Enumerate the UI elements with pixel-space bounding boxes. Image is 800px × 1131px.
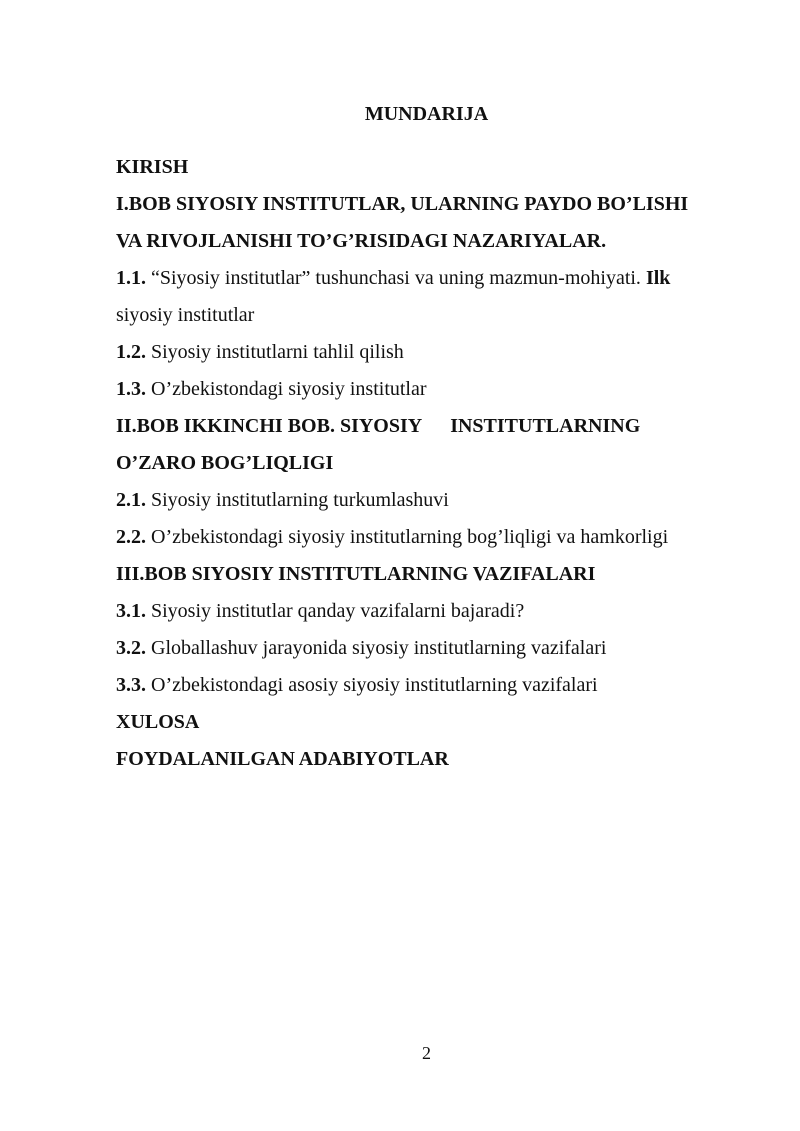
section-title: Globallashuv jarayonida siyosiy institutlarning vazifalari — [146, 637, 607, 659]
section-number: 2.2. — [116, 526, 146, 548]
section-number: 1.2. — [116, 341, 146, 363]
toc-chapter-2-line-1 — [116, 408, 736, 445]
toc-section-1-1-continued: siyosiy institutlar — [116, 304, 255, 326]
section-title: O’zbekistondagi siyosiy institutlarning bog’liqligi va hamkorligi — [146, 526, 669, 548]
toc-chapter-1-line-1: I.BOB SIYOSIY INSTITUTLAR, ULARNING PAYDO BO’LISHI — [116, 193, 689, 215]
chapter-2-title-part-a: II.BOB IKKINCHI BOB. SIYOSIY — [116, 415, 423, 437]
page-number: 2 — [422, 1043, 431, 1063]
section-number: 1.3. — [116, 378, 146, 400]
section-title: “Siyosiy institutlar” tushunchasi va uning mazmun-mohiyati. — [146, 267, 646, 289]
section-number: 1.1. — [116, 267, 146, 289]
toc-chapter-2-line-2: O’ZARO BOG’LIQLIGI — [116, 452, 334, 474]
toc-section-1-2 — [116, 334, 736, 371]
page-title: MUNDARIJA — [364, 103, 489, 125]
section-title: Siyosiy institutlar qanday vazifalarni bajaradi? — [146, 600, 525, 622]
toc-entry-xulosa: XULOSA — [116, 711, 200, 733]
toc-section-2-2 — [116, 519, 736, 556]
toc-chapter-1-line-2: VA RIVOJLANISHI TO’G’RISIDAGI NAZARIYALAR. — [116, 230, 607, 252]
section-title: O’zbekistondagi siyosiy institutlar — [146, 378, 427, 400]
toc-section-2-1 — [116, 482, 736, 519]
toc-chapter-3: III.BOB SIYOSIY INSTITUTLARNING VAZIFALARI — [116, 563, 596, 585]
section-title: Siyosiy institutlarning turkumlashuvi — [146, 489, 449, 511]
toc-section-3-2 — [116, 630, 736, 667]
toc-entry-references: FOYDALANILGAN ADABIYOTLAR — [116, 748, 449, 770]
section-title: O’zbekistondagi asosiy siyosiy institutlarning vazifalari — [146, 674, 598, 696]
section-title: Siyosiy institutlarni tahlil qilish — [146, 341, 404, 363]
toc-section-1-3 — [116, 371, 736, 408]
section-number: 3.2. — [116, 637, 146, 659]
chapter-2-title-part-b: INSTITUTLARNING — [450, 415, 641, 437]
section-number: 2.1. — [116, 489, 146, 511]
section-number: 3.1. — [116, 600, 146, 622]
toc-entry-kirish: KIRISH — [116, 156, 189, 178]
section-title-bold-tail: Ilk — [645, 267, 671, 289]
toc-section-1-1 — [116, 260, 736, 297]
toc-section-3-3 — [116, 667, 736, 704]
section-number: 3.3. — [116, 674, 146, 696]
toc-section-3-1 — [116, 593, 736, 630]
table-of-contents — [116, 149, 736, 778]
